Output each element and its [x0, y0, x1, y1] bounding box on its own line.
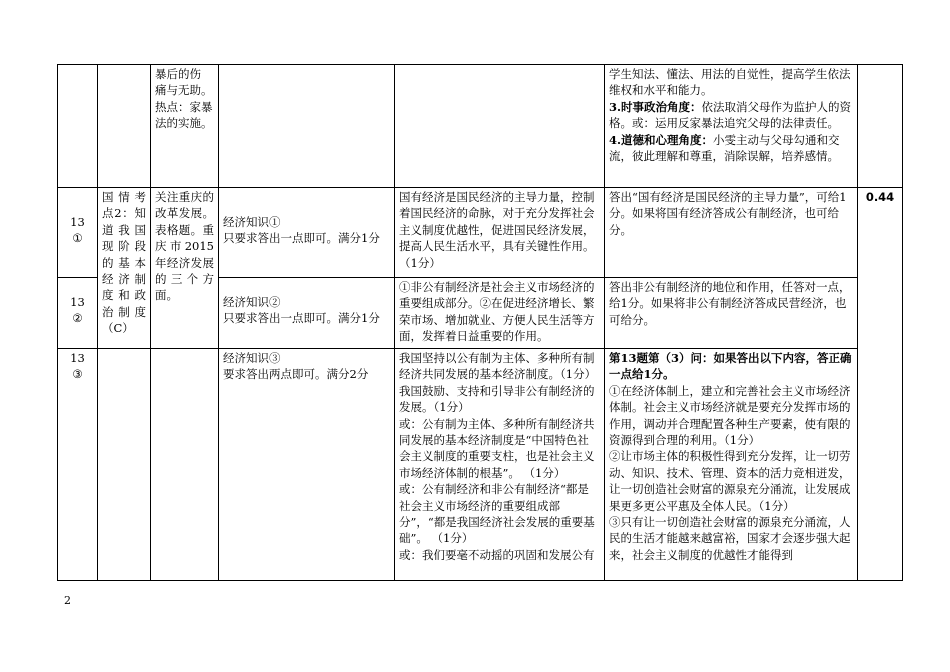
table-row: [58, 349, 903, 581]
topic-cell: [98, 349, 151, 581]
criteria-cell: [219, 65, 395, 188]
question-number: 13 ②: [58, 278, 98, 349]
criteria-text: 经济知识② 只要求答出一点即可。满分1分: [219, 278, 395, 349]
question-number-cell: [58, 65, 98, 188]
answer-text: 国有经济是国民经济的主导力量，控制着国民经济的命脉，对于充分发挥社会主义制度优越性，促进国民经济发展，提高人民生活水平，具有关键性作用。（1分）: [395, 188, 605, 278]
criteria-text: 经济知识③ 要求答出两点即可。满分2分: [219, 349, 395, 581]
material-cell: [151, 349, 219, 581]
answer-cell: [395, 65, 605, 188]
grading-note: 第13题第（3）问：如果答出以下内容，答正确一点给1分。 ①在经济体制上，建立和完善社会主义市场经济体制。社会主义市场经济就是要充分发挥市场的作用，调动并合理配置各种生产要素，使有限的资源得到合理的利用。（1分） ②让市场主体的积极性得到充分发挥，让一切劳动、知识、技术、管理、资本的活力竞相迸发，让一切创造社会财富的源泉充分涌流，让发展成果更多更公平惠及全体人民。（1分） ③只有让一切创造社会财富的源泉充分涌流，人民的生活才能越来越富裕，国家才会逐步强大起来，社会主义制度的优越性才能得到: [605, 349, 858, 581]
topic-text: 国情考点2：知道我国现阶段的基本经济制度和政治制度（C）: [98, 188, 151, 349]
topic-cell: [98, 65, 151, 188]
score-cell: [858, 65, 903, 188]
notes-cell: 学生知法、懂法、用法的自觉性，提高学生依法维权和水平和能力。 3.时事政治角度：依法取消父母作为监护人的资格。或：运用反家暴法追究父母的法律责任。 4.道德和心理角度：小雯主动与父母勾通和交流，彼此理解和尊重，消除误解，培养感情。: [605, 65, 858, 188]
score-value: 0.44: [858, 188, 903, 581]
question-number: 13 ①: [58, 188, 98, 278]
question-number: 13 ③: [58, 349, 98, 581]
criteria-text: 经济知识① 只要求答出一点即可。满分1分: [219, 188, 395, 278]
table-row: [58, 65, 903, 188]
page-number: 2: [64, 594, 71, 607]
material-cell: 暴后的伤 痛与无助。 热点：家暴 法的实施。: [151, 65, 219, 188]
table-row: [58, 188, 903, 278]
answer-text: ①非公有制经济是社会主义市场经济的重要组成部分。②在促进经济增长、繁荣市场、增加就业、方便人民生活等方面，发挥着日益重要的作用。: [395, 278, 605, 349]
answer-text: 我国坚持以公有制为主体、多种所有制经济共同发展的基本经济制度。（1分） 我国鼓励、支持和引导非公有制经济的发展。（1分） 或：公有制为主体、多种所有制经济共同发展的基本经济制度是“中国特色社会主义制度的重要支柱，也是社会主义市场经济体制的根基”。 （1分） 或：公有制经济和非公有制经济“都是社会主义市场经济的重要组成部分”，“都是我国经济社会发展的重要基础”。 （1分） 或：我们要毫不动摇的巩固和发展公有: [395, 349, 605, 581]
material-text: 关注重庆的改革发展。表格题。重庆市2015年经济发展的三个方面。: [151, 188, 219, 349]
grading-table: [57, 64, 903, 581]
grading-note: 答出非公有制经济的地位和作用，任答对一点，给1分。如果将非公有制经济答成民营经济，也可给分。: [605, 278, 858, 349]
grading-note: 答出“国有经济是国民经济的主导力量”，可给1分。如果将国有经济答成公有制经济，也可给分。: [605, 188, 858, 278]
